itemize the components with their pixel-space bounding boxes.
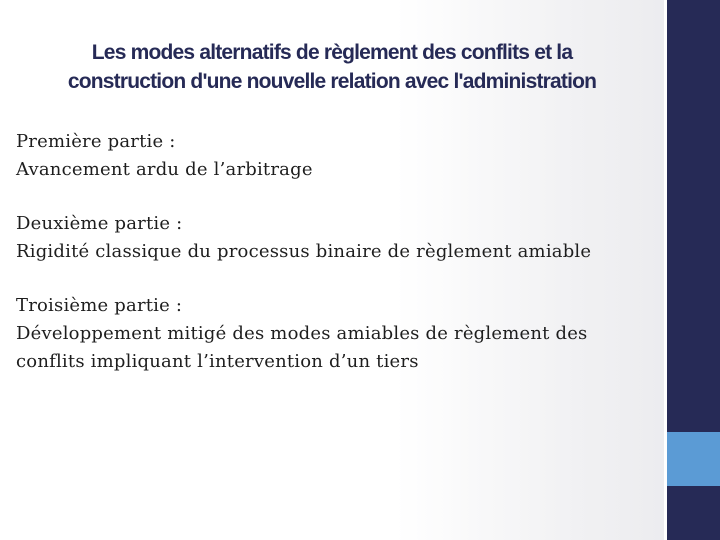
section-heading: Troisième partie : — [16, 295, 183, 316]
sidebar-accent-block — [667, 432, 720, 486]
slide-title-line-2: construction d'une nouvelle relation avec l'administration — [67, 70, 597, 93]
section-text: Développement mitigé des modes amiables de règlement des — [16, 323, 588, 344]
section-heading: Première partie : — [16, 131, 176, 152]
section-heading: Deuxième partie : — [16, 213, 183, 234]
section-part-two — [16, 210, 656, 266]
section-text: conflits impliquant l’intervention d’un tiers — [16, 351, 419, 372]
section-part-three — [16, 292, 656, 376]
section-text: Avancement ardu de l’arbitrage — [16, 159, 313, 180]
section-part-one — [16, 128, 656, 184]
section-text: Rigidité classique du processus binaire de règlement amiable — [16, 241, 592, 262]
slide-title-line-1: Les modes alternatifs de règlement des conflits et la — [91, 41, 573, 64]
slide-content — [16, 128, 656, 402]
slide-title — [20, 38, 644, 96]
